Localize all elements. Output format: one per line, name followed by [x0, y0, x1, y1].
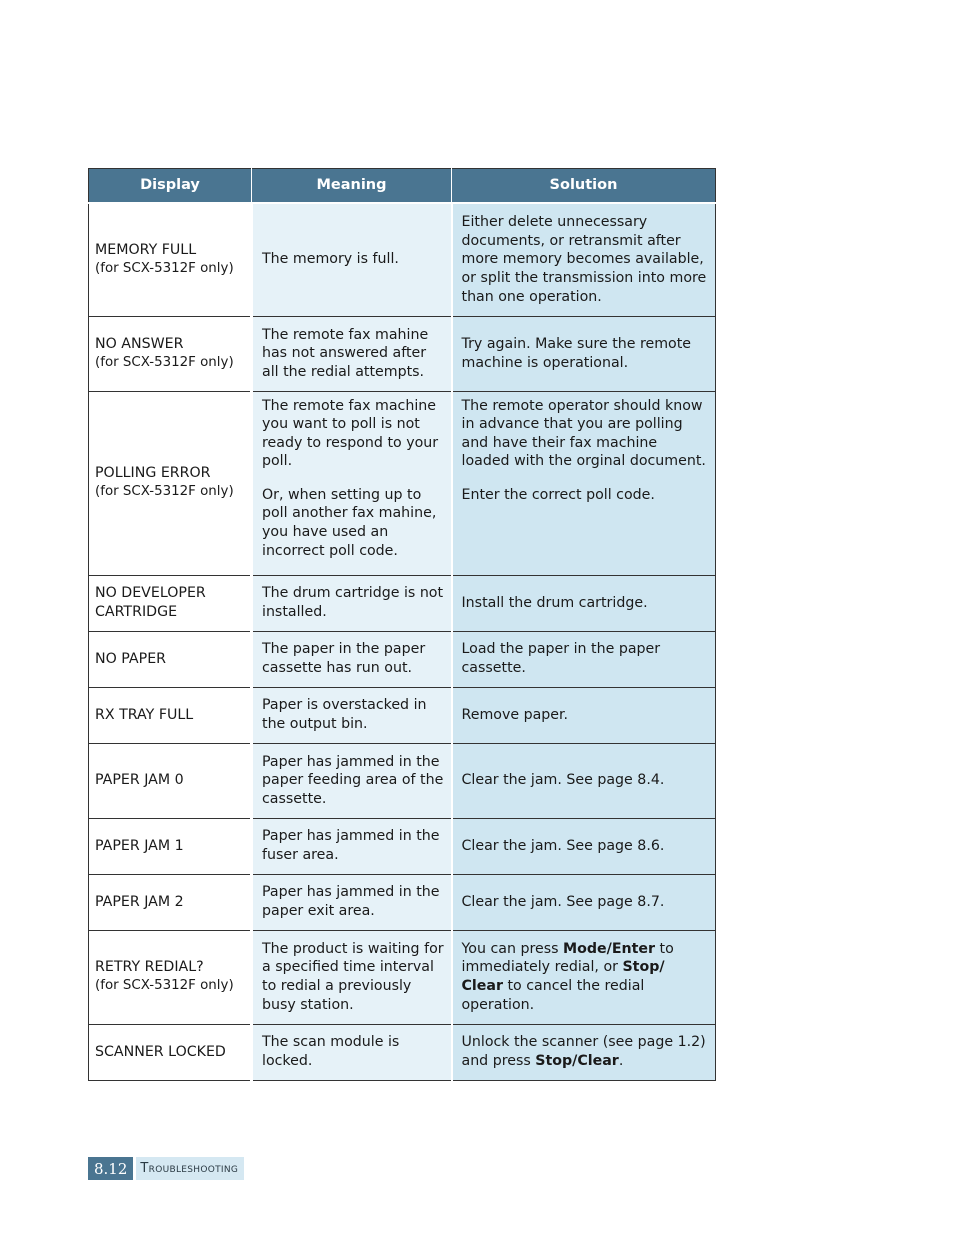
header-display: Display	[89, 169, 252, 204]
meaning-cell	[252, 687, 452, 743]
meaning-cell	[252, 203, 452, 316]
solution-cell	[452, 203, 716, 316]
solution-text: Either delete unnecessary documents, or retransmit after more memory becomes available, or split the transmission into more than one operation.	[461, 214, 707, 305]
table-row	[89, 743, 716, 818]
table-body	[89, 203, 716, 1080]
meaning-text: Paper is overstacked in the output bin.	[262, 697, 427, 732]
solution-cell	[452, 316, 716, 391]
section-title: Troubleshooting	[136, 1157, 244, 1180]
page-number: 8.12	[88, 1157, 133, 1180]
display-subtext: (for SCX-5312F only)	[95, 978, 234, 993]
solution-cell	[452, 575, 716, 631]
key-name: Mode/Enter	[563, 940, 656, 957]
solution-text	[462, 1033, 710, 1070]
display-text: POLLING ERROR	[95, 465, 211, 482]
meaning-text: Paper has jammed in the paper exit area.	[262, 884, 440, 919]
table-row	[89, 930, 716, 1024]
key-name: Stop/Clear	[535, 1053, 619, 1069]
meaning-cell	[252, 1024, 452, 1080]
meaning-cell	[252, 316, 452, 391]
table-row	[89, 391, 716, 575]
header-meaning: Meaning	[252, 169, 452, 204]
display-text: PAPER JAM 2	[95, 893, 184, 910]
display-text: MEMORY FULL	[95, 242, 197, 259]
solution-text: Try again. Make sure the remote machine is operational.	[461, 335, 692, 371]
solution-cell	[452, 631, 716, 687]
display-cell	[89, 575, 252, 631]
solution-text: Clear the jam. See page 8.6.	[461, 837, 665, 854]
solution-text: Load the paper in the paper cassette.	[461, 641, 661, 676]
table-header-row	[89, 169, 716, 204]
display-subtext: (for SCX-5312F only)	[95, 484, 234, 499]
meaning-text: Or, when setting up to poll another fax mahine, you have used an incorrect poll code.	[262, 486, 437, 559]
display-cell	[89, 631, 252, 687]
solution-cell	[452, 818, 716, 874]
table-row	[89, 631, 716, 687]
header-solution: Solution	[452, 169, 716, 204]
display-cell	[89, 874, 252, 930]
table-row	[89, 687, 716, 743]
display-text: NO PAPER	[95, 650, 167, 667]
table-row	[89, 1024, 716, 1080]
solution-text: Clear the jam. See page 8.7.	[461, 893, 665, 910]
display-cell	[89, 687, 252, 743]
solution-text: Clear the jam. See page 8.4.	[461, 772, 665, 789]
display-text: PAPER JAM 1	[95, 837, 184, 854]
solution-cell	[452, 687, 716, 743]
solution-cell	[452, 743, 716, 818]
meaning-text: The paper in the paper cassette has run out.	[262, 641, 426, 676]
display-cell	[89, 316, 252, 391]
meaning-text: The remote fax mahine has not answered after all the redial attempts.	[262, 326, 429, 380]
solution-cell	[452, 930, 716, 1024]
meaning-text: Paper has jammed in the fuser area.	[262, 828, 440, 863]
meaning-cell	[252, 743, 452, 818]
solution-text: Remove paper.	[461, 706, 569, 723]
meaning-cell	[252, 818, 452, 874]
display-cell	[89, 743, 252, 818]
display-text: PAPER JAM 0	[95, 772, 184, 789]
display-cell	[89, 1024, 252, 1080]
meaning-text: The memory is full.	[262, 251, 399, 268]
display-subtext: (for SCX-5312F only)	[95, 354, 234, 370]
solution-segment: Unlock the scanner (see page 1.2) and press	[461, 1034, 706, 1069]
solution-cell	[452, 1024, 716, 1080]
solution-text: The remote operator should know in advance that you are polling and have their fax machine loaded with the orginal document.	[461, 397, 706, 470]
key-name: Stop/ Clear	[461, 959, 665, 994]
meaning-cell	[252, 391, 452, 575]
solution-cell	[452, 874, 716, 930]
display-text: NO DEVELOPER CARTRIDGE	[95, 585, 206, 620]
solution-cell	[452, 391, 716, 575]
display-cell	[89, 930, 252, 1024]
solution-segment: .	[618, 1053, 624, 1069]
meaning-text: The product is waiting for a specified time interval to redial a previously busy station.	[262, 940, 444, 1013]
display-text: SCANNER LOCKED	[95, 1043, 226, 1060]
solution-segment: to cancel the redial operation.	[461, 978, 645, 1013]
meaning-cell	[252, 930, 452, 1024]
meaning-cell	[252, 575, 452, 631]
solution-segment: You can press	[461, 940, 564, 957]
table-row	[89, 818, 716, 874]
table-row	[89, 575, 716, 631]
display-cell	[89, 818, 252, 874]
meaning-cell	[252, 874, 452, 930]
table-row	[89, 203, 716, 316]
meaning-cell	[252, 631, 452, 687]
display-subtext: (for SCX-5312F only)	[95, 260, 234, 276]
meaning-text: The drum cartridge is not installed.	[262, 585, 444, 620]
meaning-text: The remote fax machine you want to poll is not ready to respond to your poll.	[262, 397, 439, 470]
troubleshooting-table	[88, 168, 716, 1081]
solution-text: Install the drum cartridge.	[461, 594, 648, 611]
display-cell	[89, 391, 252, 575]
table-row	[89, 316, 716, 391]
display-text: RX TRAY FULL	[95, 706, 194, 723]
meaning-text: Paper has jammed in the paper feeding area of the cassette.	[262, 753, 444, 807]
page-footer	[88, 1157, 244, 1180]
display-text: NO ANSWER	[95, 335, 184, 352]
solution-segment: to immediately redial, or	[461, 940, 674, 976]
display-cell	[89, 203, 252, 316]
solution-text	[462, 940, 710, 1014]
meaning-text: The scan module is locked.	[262, 1034, 400, 1069]
solution-text: Enter the correct poll code.	[461, 486, 655, 503]
display-text: RETRY REDIAL?	[95, 959, 204, 976]
table-row	[89, 874, 716, 930]
